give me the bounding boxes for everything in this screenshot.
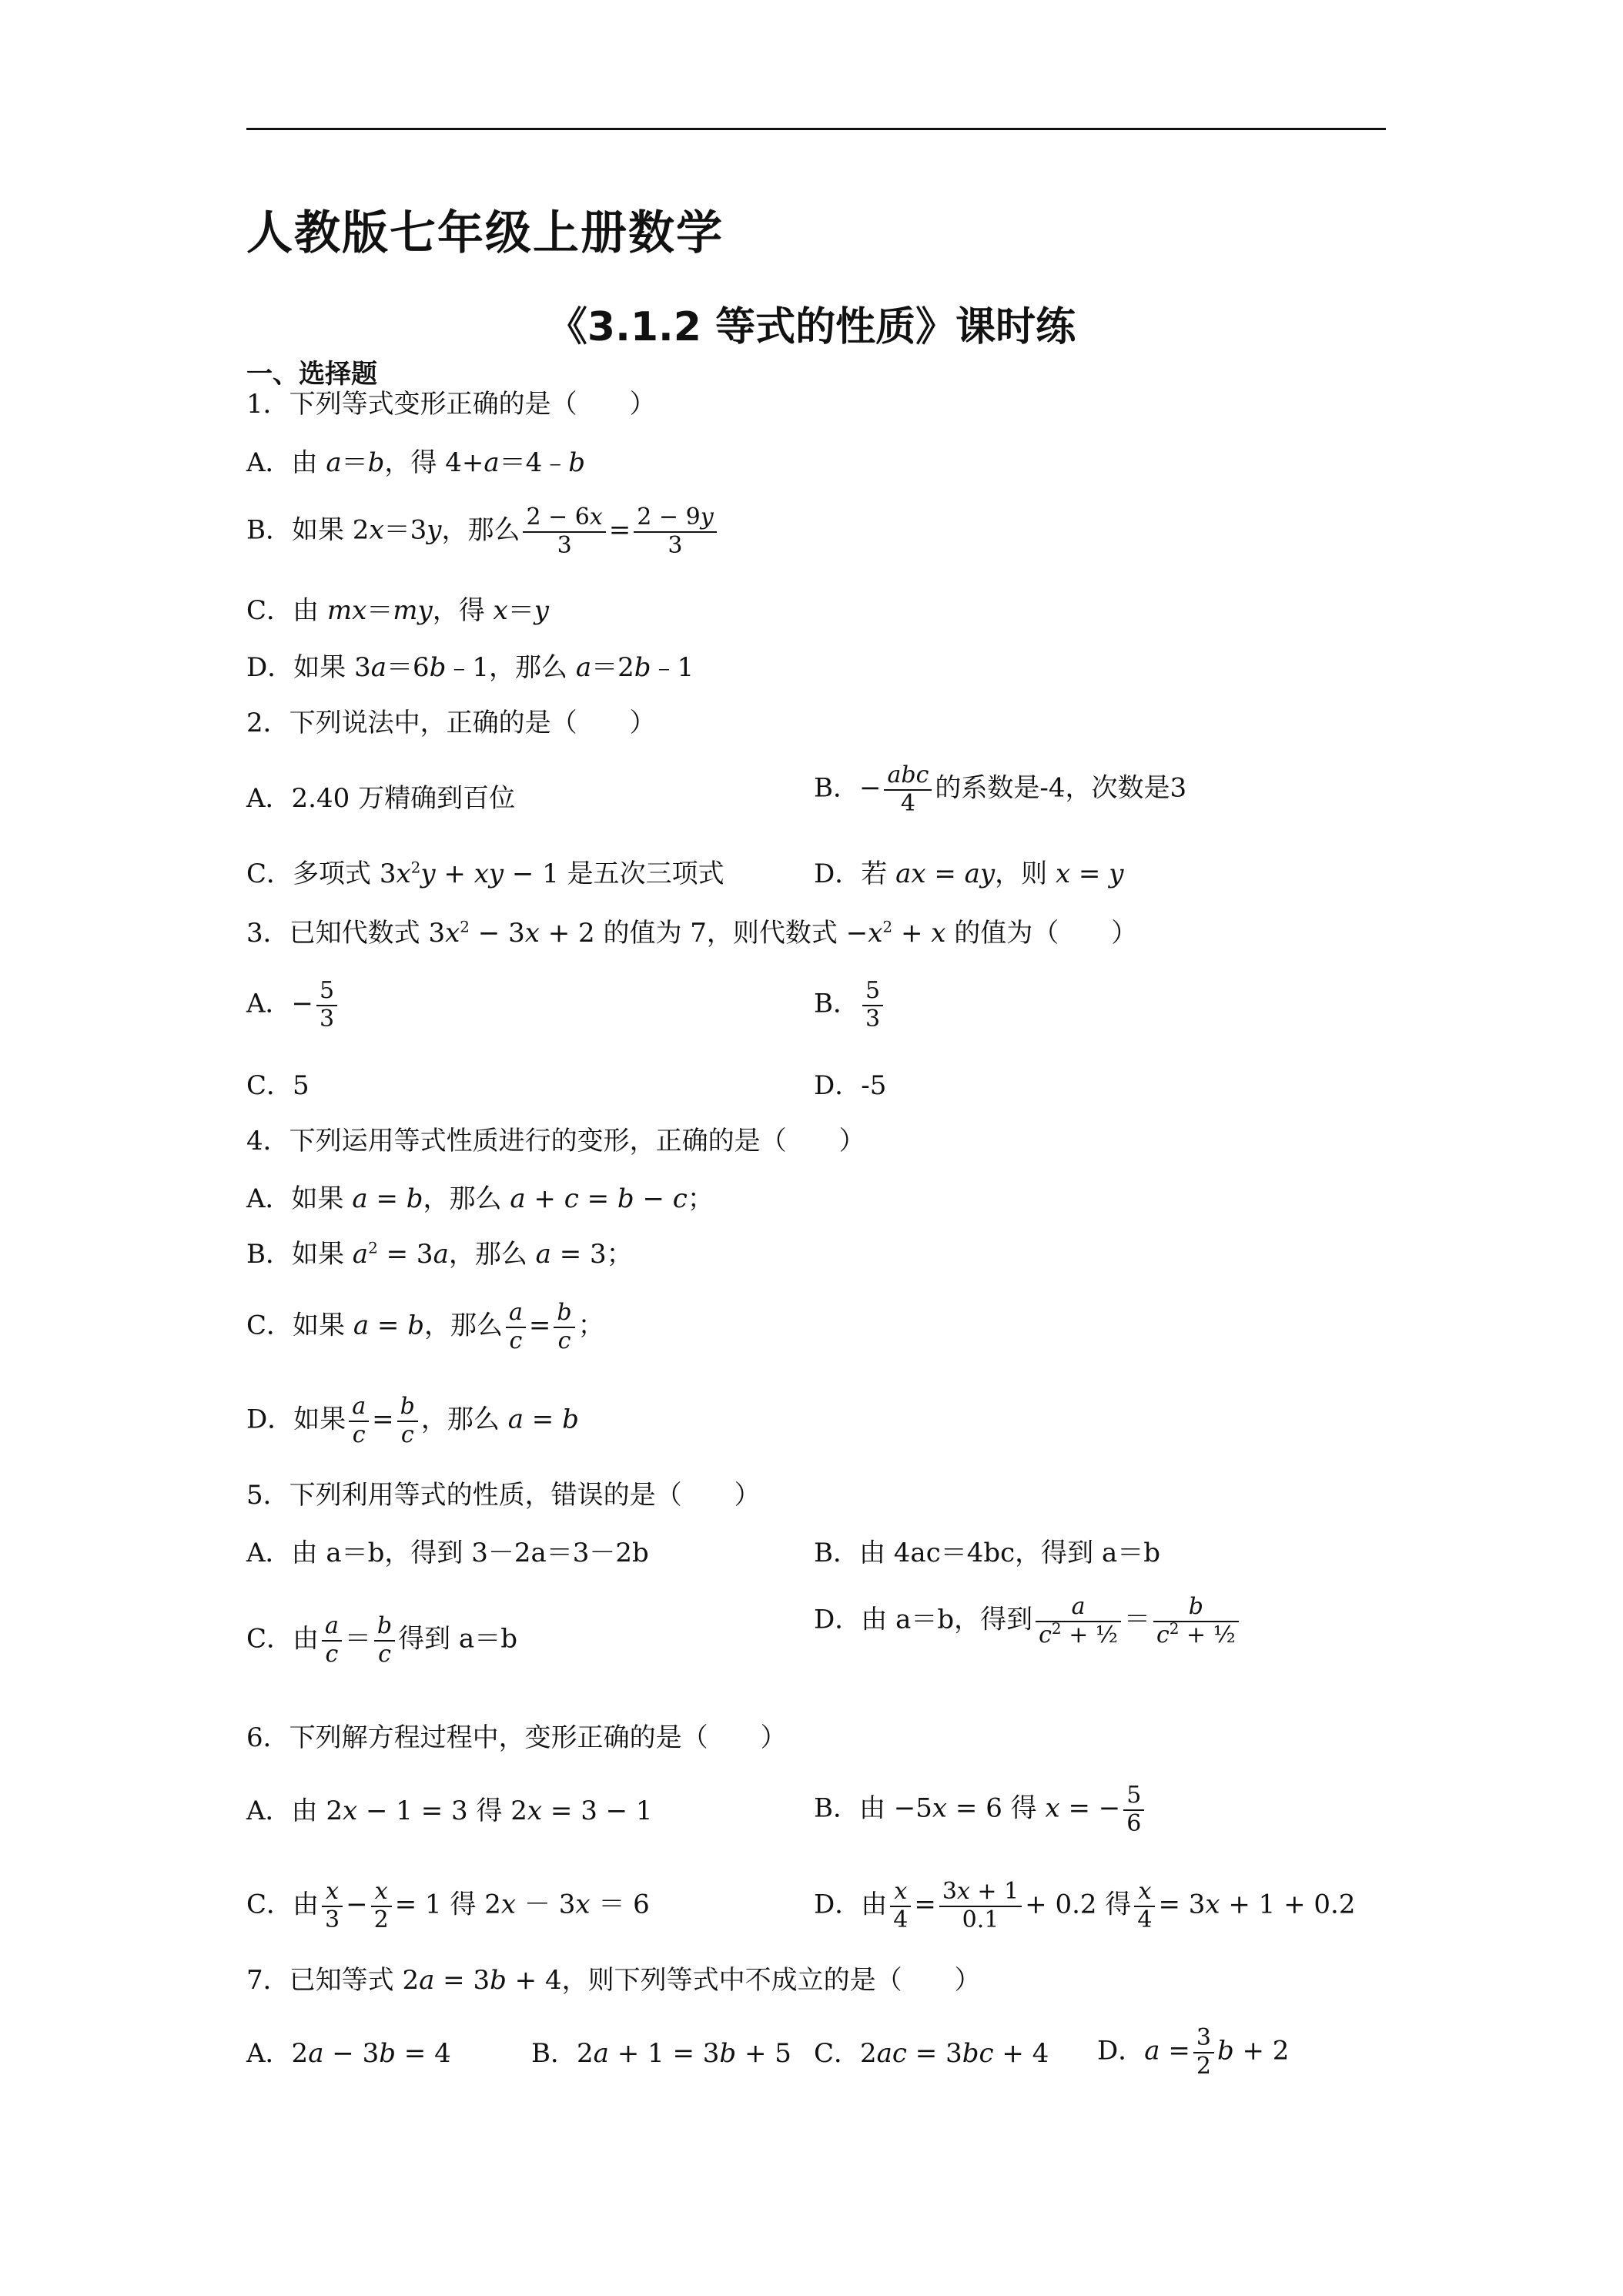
question-2-stem: 2．下列说法中，正确的是（ ） <box>246 708 656 738</box>
q6-option-b: B．由 −5x = 6 得 x = − $\frac{5}{6}$ <box>814 1782 1147 1837</box>
q1-option-d: D．如果 3a＝6b﹣1，那么 a＝2b﹣1 <box>246 652 694 683</box>
q6-option-c: C．由 $\frac{x}{3}$ − $\frac{x}{2}$ = 1 得 2x － 3x ＝ 6 <box>246 1878 650 1933</box>
question-1-stem: 1．下列等式变形正确的是（ ） <box>246 389 656 420</box>
page-title: 人教版七年级上册数学 <box>246 206 724 260</box>
q5-option-c: C．由 $\frac{a}{c}$ ＝ $\frac{b}{c}$ 得到 a＝b <box>246 1612 517 1668</box>
question-3-stem: 3．已知代数式 $3x^2 - 3x + 2$ 的值为 7，则代数式 $-x^2 + x$ 的值为（ ） <box>246 917 1138 949</box>
q3-option-b: B． $\frac{5}{3}$ <box>814 978 886 1033</box>
q5-option-a: A．由 a＝b，得到 3－2a＝3－2b <box>246 1538 649 1568</box>
section-heading: 一、选择题 <box>246 359 377 390</box>
fraction: $\frac{x}{4}$ <box>890 1879 911 1933</box>
fraction: $\frac{x}{4}$ <box>1134 1879 1155 1933</box>
fraction: $\frac{2 - 9y}{3}$ <box>634 504 716 559</box>
q3-option-c: C．5 <box>246 1070 310 1101</box>
q5-option-b: B．由 4ac＝4bc，得到 a＝b <box>814 1538 1161 1568</box>
q7-option-c: C．2ac = 3bc + 4 <box>814 2038 1049 2069</box>
fraction: $\frac{x}{2}$ <box>371 1879 392 1933</box>
page-subtitle: 《3.1.2 等式的性质》课时练 <box>547 304 1076 350</box>
fraction: $\frac{x}{3}$ <box>322 1879 343 1933</box>
q7-option-b: B．2a + 1 = 3b + 5 <box>531 2038 791 2069</box>
fraction: $\frac{b}{c}$ <box>554 1300 574 1354</box>
fraction: $\frac{2 - 6x}{3}$ <box>523 504 605 559</box>
fraction: $\frac{b}{c}$ <box>397 1394 418 1448</box>
fraction: $\frac{3x + 1}{0.1}$ <box>939 1879 1022 1933</box>
q2-option-b: B．− $\frac{\text{abc}}{4}$ 的系数是-4，次数是3 <box>814 761 1187 817</box>
q4-option-d: D．如果 $\frac{a}{c}$ = $\frac{b}{c}$ ，那么 a = b <box>246 1393 579 1448</box>
fraction: $\frac{b}{c}$ <box>374 1613 395 1668</box>
fraction: $\frac{3}{2}$ <box>1193 2025 1214 2080</box>
fraction: $\frac{5}{6}$ <box>1123 1782 1144 1837</box>
fraction: $\frac{5}{3}$ <box>862 978 883 1033</box>
fraction: $\frac{\text{abc}}{4}$ <box>884 762 932 817</box>
q5-option-d: D．由 a＝b，得到 $\frac{a}{c^2 + \frac{1}{2}}$ ＝ $\frac{b}{c^2 + \frac{1}{2}}$ <box>814 1594 1242 1648</box>
question-5-stem: 5．下列利用等式的性质，错误的是（ ） <box>246 1480 761 1511</box>
q2-option-d: D．若 ax = ay，则 x = y <box>814 858 1124 889</box>
question-4-stem: 4．下列运用等式性质进行的变形，正确的是（ ） <box>246 1126 865 1156</box>
q7-option-a: A．2a − 3b = 4 <box>246 2038 451 2069</box>
q2-option-a: A．2.40 万精确到百位 <box>246 783 516 814</box>
q6-option-d: D．由 $\frac{x}{4}$ = $\frac{3x + 1}{0.1}$ + 0.2 得 $\frac{x}{4}$ = 3x + 1 + 0.2 <box>814 1878 1356 1933</box>
q3-option-d: D．-5 <box>814 1070 887 1101</box>
q4-option-b: B．如果 $a^2 = 3a$，那么 a = 3； <box>246 1238 633 1270</box>
header-rule <box>246 128 1386 130</box>
fraction: $\frac{b}{c^2 + \frac{1}{2}}$ <box>1153 1594 1239 1648</box>
q6-option-a: A．由 2x − 1 = 3 得 2x = 3 − 1 <box>246 1796 653 1826</box>
q2-option-c: C．多项式 $3x^2y$ + xy − 1 是五次三项式 <box>246 858 724 889</box>
q1-option-b: B．如果 2x＝3y，那么 $\frac{2 - 6x}{3}$ = $\frac{2 - 9y}{3}$ <box>246 504 720 559</box>
fraction: $\frac{a}{c^2 + \frac{1}{2}}$ <box>1036 1594 1121 1648</box>
fraction: $\frac{a}{c}$ <box>506 1300 526 1354</box>
q4-option-a: A．如果 a = b，那么 a + c = b − c； <box>246 1183 714 1214</box>
q1-option-c: C．由 mx＝my，得 x＝y <box>246 595 549 626</box>
q7-option-d: D．a = $\frac{3}{2}$ b + 2 <box>1097 2024 1290 2080</box>
fraction: $\frac{a}{c}$ <box>349 1394 369 1448</box>
q3-option-a: A．− $\frac{5}{3}$ <box>246 978 340 1033</box>
fraction: $\frac{a}{c}$ <box>322 1613 342 1668</box>
q1-option-a: A．由 a＝b，得 4+a＝4﹣b <box>246 447 586 478</box>
question-6-stem: 6．下列解方程过程中，变形正确的是（ ） <box>246 1722 787 1753</box>
question-7-stem: 7．已知等式 2a = 3b + 4，则下列等式中不成立的是（ ） <box>246 1965 981 1996</box>
fraction: $\frac{5}{3}$ <box>316 978 337 1033</box>
q4-option-c: C．如果 a = b，那么 $\frac{a}{c}$ = $\frac{b}{c}$ ； <box>246 1299 604 1354</box>
